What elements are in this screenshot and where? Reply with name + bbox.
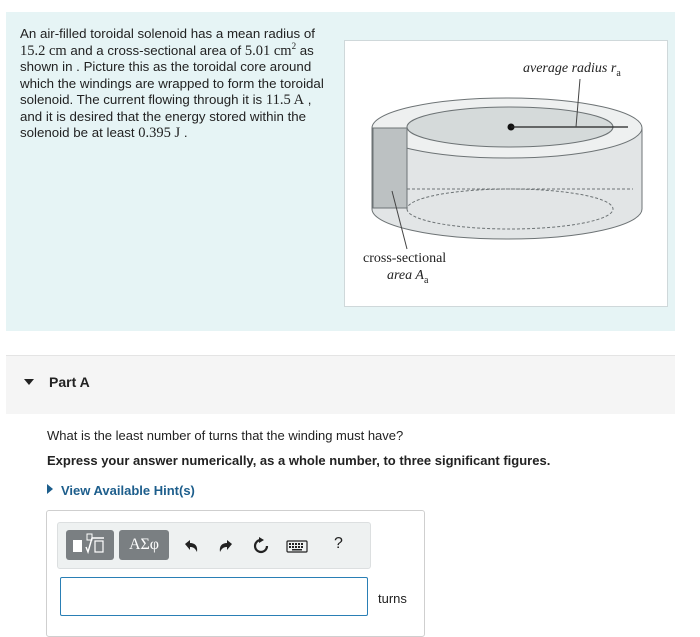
part-a-header[interactable]	[6, 355, 675, 414]
answer-area	[46, 510, 425, 637]
problem-statement: average radius $r_a$ cross-sectional area $A_a$ An air-filled toroidal solenoid has a mean radius of 15.2 cm and a cross-sectional area of 5.01 $cm^2$ as shown in . Picture this as the toroidal core around which the windings are wrapped to form the toroidal solenoid. The current flowing through it is 11.5 A , and it is desired that the energy stored within the solenoid be at least 0.395 J .	[20, 26, 668, 313]
question-text: What is the least number of turns that the winding must have?	[47, 428, 404, 443]
templates-icon	[66, 530, 114, 560]
area-label-line2: area $A_a$	[387, 268, 429, 286]
area-value: 5.01 $cm^2$	[244, 40, 297, 59]
view-hints-link[interactable]: View Available Hint(s)	[47, 483, 195, 498]
math-toolbar	[57, 522, 371, 569]
part-title: Part A	[49, 374, 90, 390]
undo-icon[interactable]	[181, 536, 201, 556]
energy-value: 0.395 J	[138, 125, 181, 141]
reset-icon[interactable]	[251, 536, 271, 556]
templates-button[interactable]	[66, 530, 114, 560]
problem-intro-panel	[6, 12, 675, 331]
toroid-figure	[344, 40, 668, 307]
greek-symbols-button[interactable]: ΑΣφ	[119, 530, 169, 560]
instruction-text: Express your answer numerically, as a whole number, to three significant figures.	[47, 453, 551, 468]
current-value: 11.5 A	[265, 92, 305, 108]
radius-value: 15.2 cm	[20, 42, 67, 59]
help-button[interactable]: ?	[334, 535, 343, 552]
cross-section-cut	[373, 128, 407, 208]
expand-hint-icon	[47, 484, 53, 494]
collapse-caret-icon[interactable]	[24, 379, 34, 385]
redo-icon[interactable]	[216, 536, 236, 556]
answer-input[interactable]	[60, 577, 368, 616]
radius-label: average radius $r_a$	[523, 61, 621, 79]
area-label-line1: cross-sectional	[363, 251, 447, 266]
answer-unit: turns	[378, 591, 407, 606]
keyboard-icon[interactable]	[286, 536, 308, 556]
